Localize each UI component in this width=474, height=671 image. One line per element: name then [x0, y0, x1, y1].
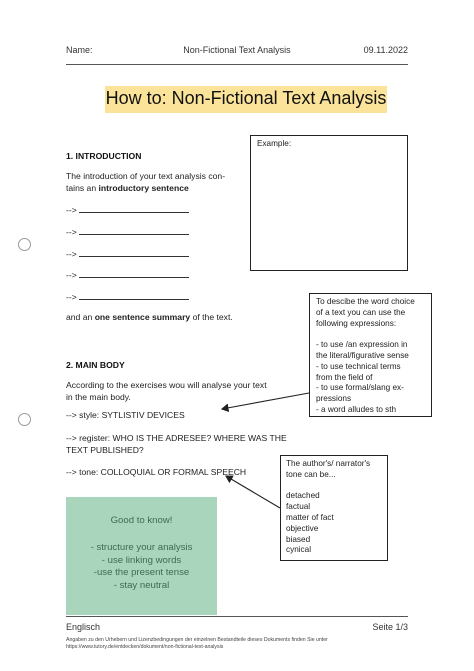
example-label: Example:	[257, 139, 292, 148]
page-title: How to: Non-Fictional Text Analysis	[105, 88, 387, 108]
word-choice-text: To descibe the word choice of a text you can use the following expressions: - to use /an expression in the literal/figurative sense - to use technical terms from the field of - to use formal/slang ex- pressions - a word alludes to sth	[316, 297, 415, 414]
blank-line-1[interactable]: -->	[66, 205, 189, 215]
arrow-to-style	[222, 393, 309, 409]
register-line: --> register: WHO IS THE ADRESEE? WHERE WAS THE TEXT PUBLISHED?	[66, 433, 287, 455]
note-item: - stay neutral	[113, 579, 170, 591]
main-body-heading: 2. MAIN BODY	[66, 360, 125, 370]
name-label: Name:	[66, 45, 93, 55]
tone-line: --> tone: COLLOQUIAL OR FORMAL SPEECH	[66, 467, 247, 477]
arrow-to-tone	[226, 476, 280, 508]
blank-line-4[interactable]: -->	[66, 270, 189, 280]
introduction-heading: 1. INTRODUCTION	[66, 151, 142, 161]
introductory-sentence-emphasis: introductory sentence	[98, 182, 189, 193]
main-body-intro: According to the exercises wou will analyse your text in the main body.	[66, 380, 267, 402]
header-date: 09.11.2022	[363, 45, 408, 55]
introduction-line2: tains an introductory sentence	[66, 182, 189, 193]
blank-line-2[interactable]: -->	[66, 227, 189, 237]
summary-emphasis: one sentence summary	[94, 312, 191, 322]
note-item: - use linking words	[101, 554, 182, 566]
footer-rule	[66, 616, 408, 617]
introduction-line1: The introduction of your text analysis con-	[66, 171, 226, 181]
blank-line-3[interactable]: -->	[66, 249, 189, 259]
note-item: -use the present tense	[93, 567, 190, 579]
footer-disclaimer: Angaben zu den Urhebern und Lizenzbedingungen der einzelnen Bestandteile dieses Dokuments finden Sie unter https://www.tutory.de/entdecken/dokument/non-fictional-text-analysis	[66, 637, 328, 650]
footer-page-number: Seite 1/3	[372, 622, 408, 632]
note-heading: Good to know!	[110, 515, 173, 526]
footer-link[interactable]: https://www.tutory.de/entdecken/dokument/non-fictional-text-analysis	[66, 644, 224, 650]
note-item: - structure your analysis	[90, 542, 193, 553]
blank-line-5[interactable]: -->	[66, 292, 189, 302]
good-to-know-note	[66, 497, 217, 615]
summary-text: and an one sentence summary of the text.	[66, 312, 233, 322]
footer-subject: Englisch	[66, 622, 101, 632]
style-line: --> style: SYTLISTIV DEVICES	[66, 410, 185, 420]
note-items	[66, 542, 217, 592]
tone-box-text: The author's/ narrator's tone can be... detached factual matter of fact objective biased cynical	[286, 459, 371, 555]
header-subject: Non-Fictional Text Analysis	[183, 45, 291, 55]
